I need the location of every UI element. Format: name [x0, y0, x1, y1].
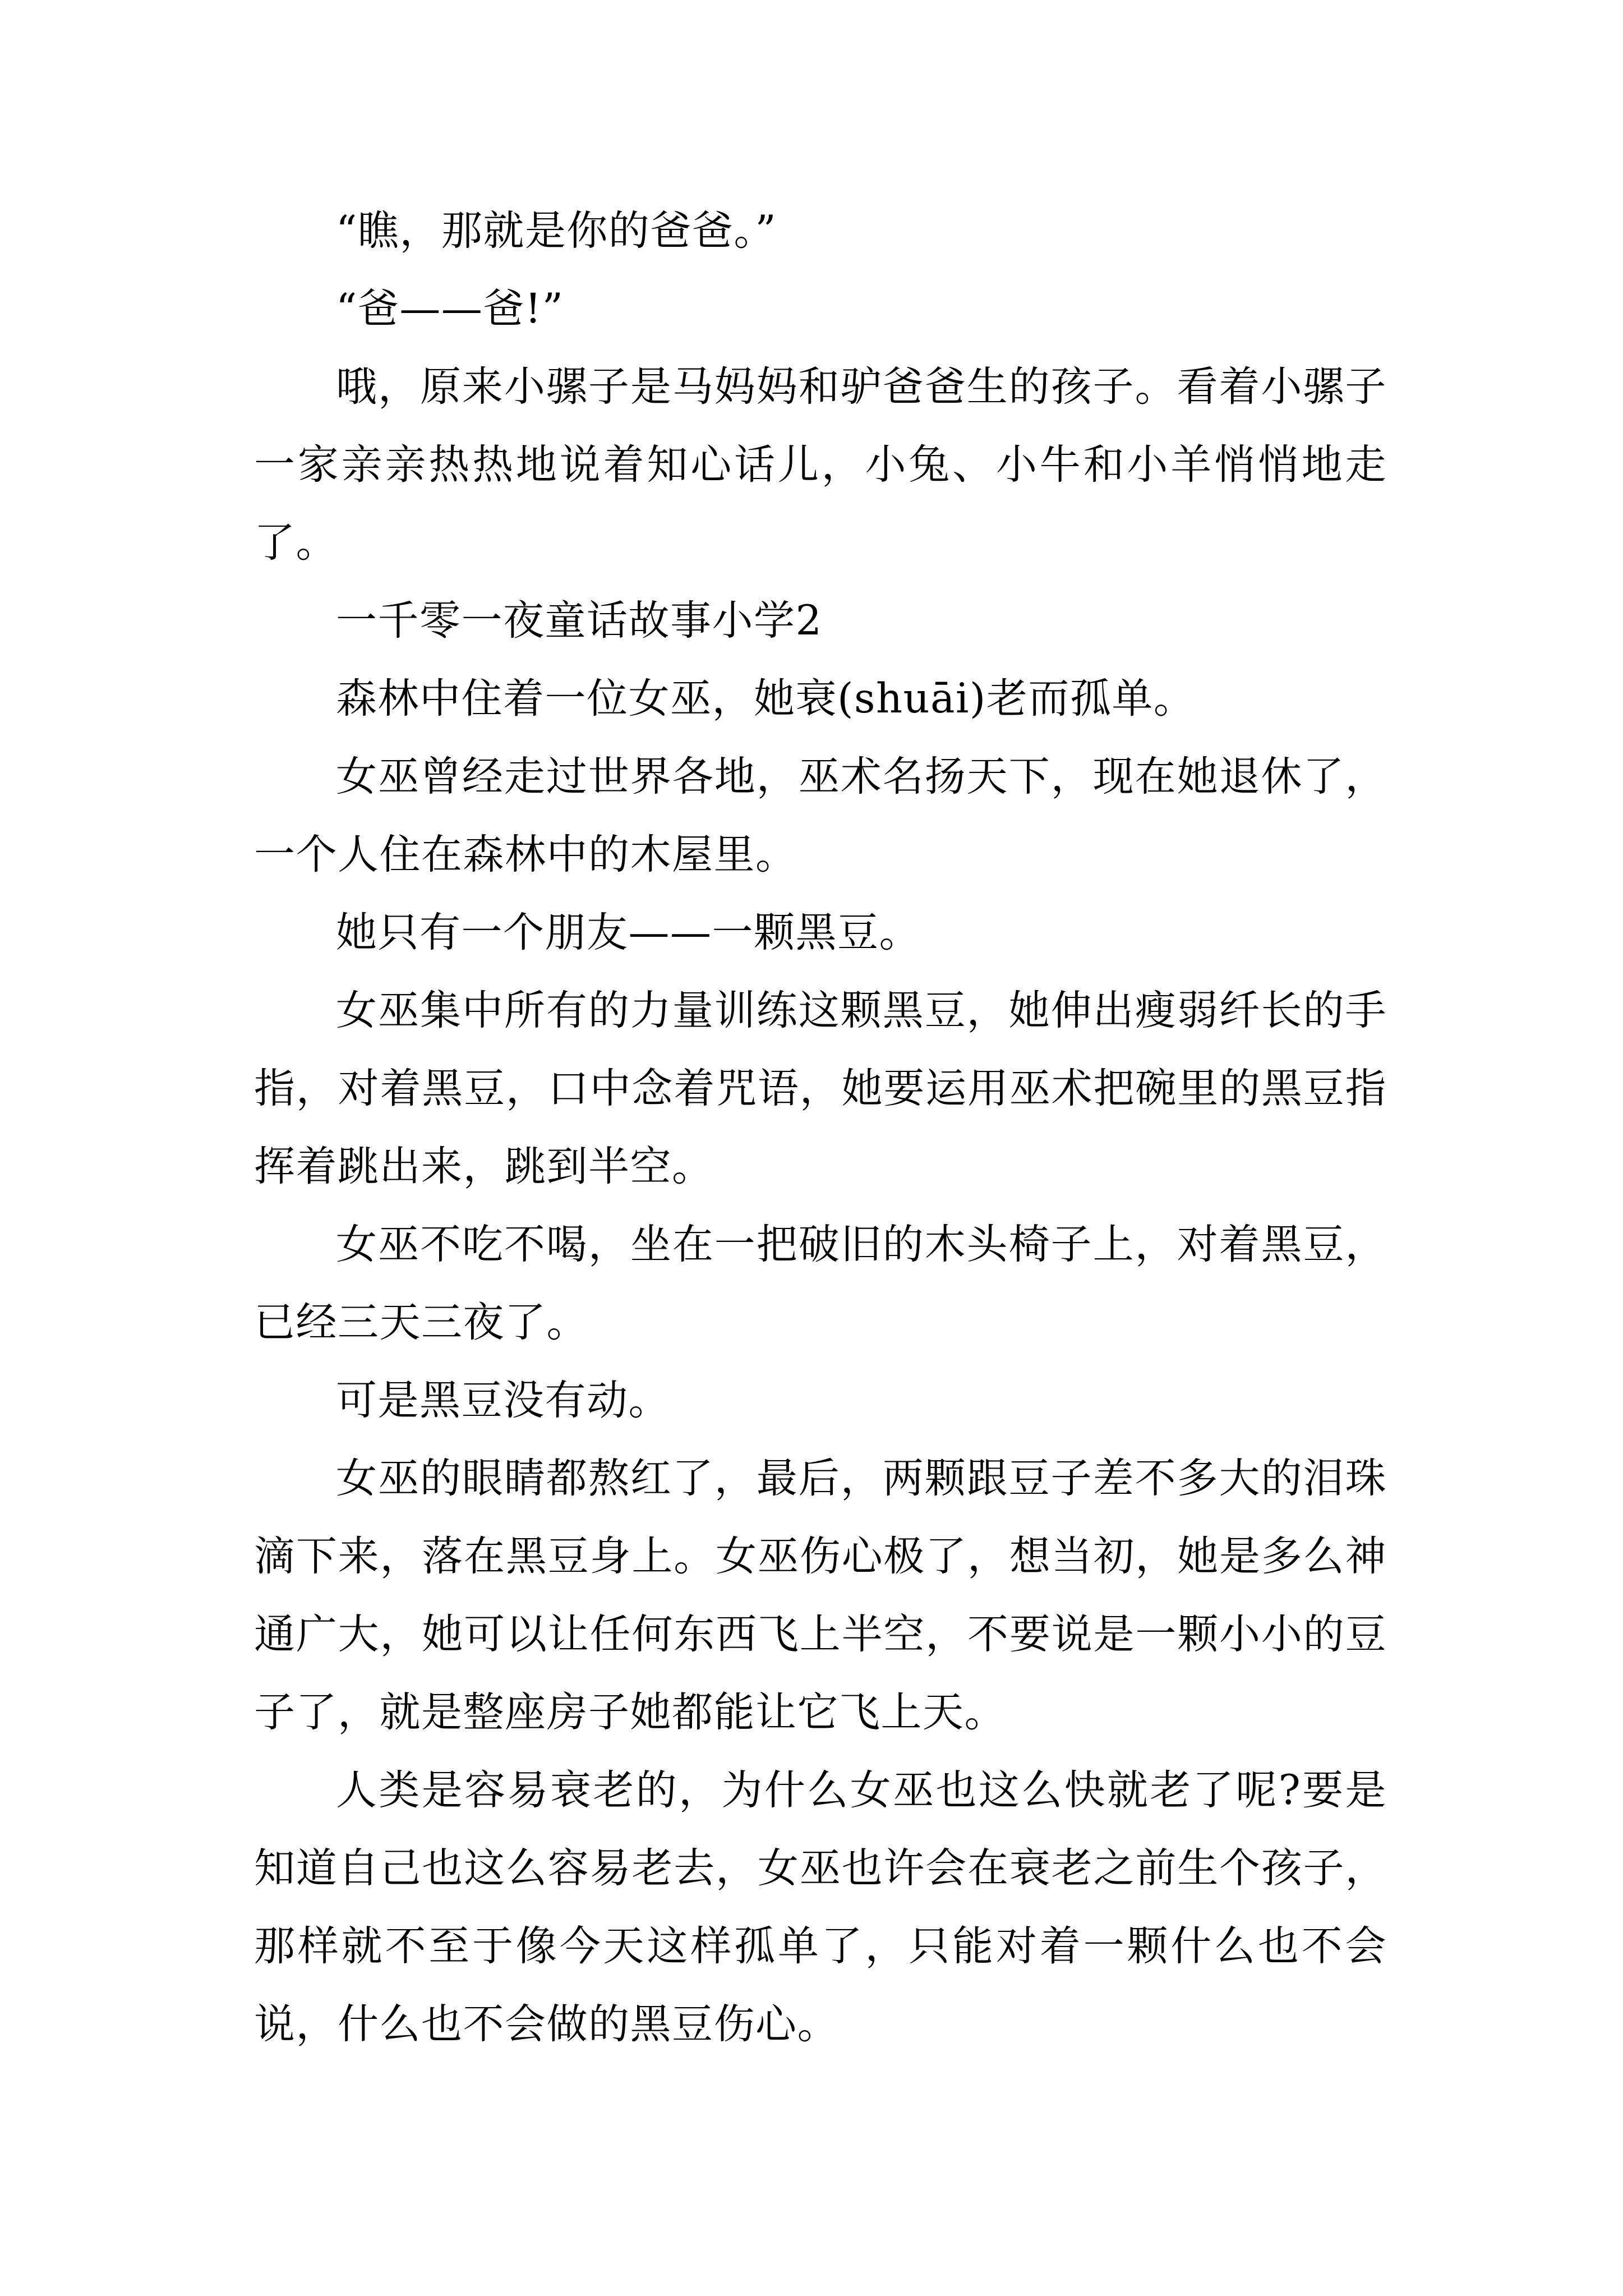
story-paragraph-friend: 她只有一个朋友——一颗黑豆。 [336, 909, 921, 956]
story-paragraph-tears: 女巫的眼睛都熬红了，最后，两颗跟豆子差不多大的泪珠滴下来，落在黑豆身上。女巫伤心极了，想当初，她是多么神通广大，她可以让任何东西飞上半空，不要说是一颗小小的豆子了，就是整座房子她都能让它飞上天。 [254, 1455, 1387, 1736]
document-body [254, 192, 1387, 2063]
story-heading: 一千零一夜童话故事小学2 [336, 597, 823, 645]
story-paragraph-witch-intro: 森林中住着一位女巫，她衰(shuāi)老而孤单。 [336, 675, 1196, 723]
dialogue-paragraph-dad: “爸——爸!” [336, 285, 564, 333]
dialogue-paragraph-look: “瞧，那就是你的爸爸。” [336, 207, 777, 255]
story-paragraph-three-days: 女巫不吃不喝，坐在一把破旧的木头椅子上，对着黑豆，已经三天三夜了。 [254, 1221, 1387, 1346]
story-paragraph-aging: 人类是容易衰老的，为什么女巫也这么快就老了呢?要是知道自己也这么容易老去，女巫也许会在衰老之前生个孩子，那样就不至于像今天这样孤单了，只能对着一颗什么也不会说，什么也不会做的黑豆伤心。 [254, 1766, 1387, 2048]
story-paragraph-mule: 哦，原来小骡子是马妈妈和驴爸爸生的孩子。看着小骡子一家亲亲热热地说着知心话儿，小兔、小牛和小羊悄悄地走了。 [254, 363, 1387, 567]
story-paragraph-no-move: 可是黑豆没有动。 [336, 1377, 670, 1424]
story-paragraph-training: 女巫集中所有的力量训练这颗黑豆，她伸出瘦弱纤长的手指，对着黑豆，口中念着咒语，她要运用巫术把碗里的黑豆指挥着跳出来，跳到半空。 [254, 987, 1387, 1190]
story-paragraph-retired: 女巫曾经走过世界各地，巫术名扬天下，现在她退休了，一个人住在森林中的木屋里。 [254, 753, 1387, 878]
